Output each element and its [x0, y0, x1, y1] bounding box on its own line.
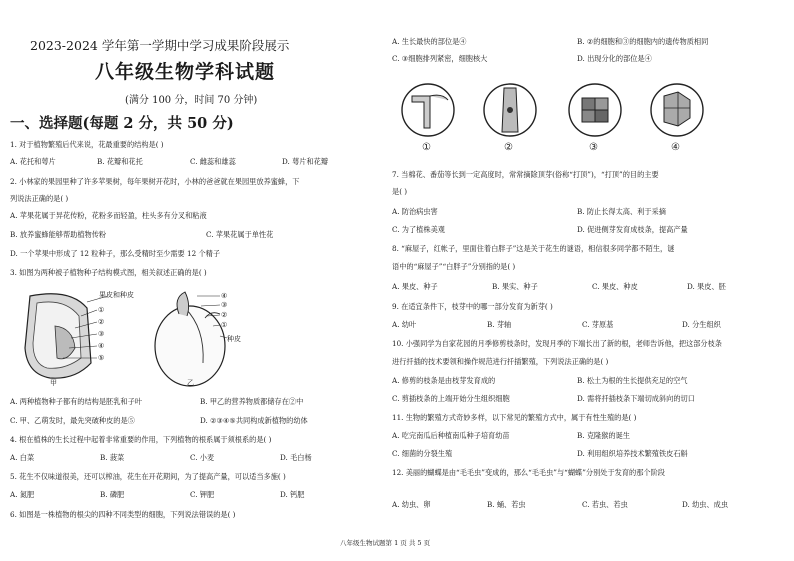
label-num-3: ③ — [98, 330, 105, 338]
q12-option-b: B. 蛹、若虫 — [487, 500, 526, 509]
q7-stem-line1: 7. 当棉花、番茄等长到一定高度时，常常摘除顶芽(俗称“打顶”)，“打顶”的目的主要 — [392, 170, 659, 179]
q8-stem-line2: 语中的“麻屋子”“白胖子”分别指的是( ) — [392, 262, 516, 271]
q6-option-d: D. 出现分化的部位是④ — [577, 54, 652, 63]
seed-diagram — [15, 288, 335, 388]
q9-option-b: B. 芽轴 — [487, 320, 512, 329]
q3-stem: 3. 如图为两种被子植物种子结构模式图，相关叙述正确的是( ) — [10, 268, 207, 277]
q1-option-c: C. 雌蕊和雄蕊 — [190, 157, 236, 166]
q2-option-b: B. 放养蜜蜂能够帮助植物传粉 — [10, 230, 107, 239]
q4-option-d: D. 毛白杨 — [280, 453, 312, 462]
q7-stem-line2: 是( ) — [392, 187, 408, 196]
label-num-r4: ④ — [221, 292, 228, 300]
q11-option-d: D. 利用组织培养技术繁殖铁皮石斛 — [577, 449, 688, 458]
section-heading: 一、选择题(每题 2 分，共 50 分) — [10, 115, 234, 132]
root-cells-figure — [400, 78, 730, 160]
q8-option-d: D. 果皮、胚 — [687, 282, 726, 291]
q7-option-c: C. 为了植株美观 — [392, 225, 445, 234]
q10-option-c: C. 剪插枝条的上端开始分生组织细胞 — [392, 394, 510, 403]
cell-num-4: ④ — [671, 142, 680, 153]
q4-option-a: A. 白菜 — [10, 453, 35, 462]
q8-option-c: C. 果皮、种皮 — [592, 282, 638, 291]
q9-option-d: D. 分生组织 — [682, 320, 721, 329]
label-num-r1: ① — [221, 321, 228, 329]
q10-stem-line2: 进行扦插的技术要领和操作规范进行扦插繁殖，下列说法正确的是( ) — [392, 357, 609, 366]
q5-option-d: D. 钙肥 — [280, 490, 305, 499]
cell-num-1: ① — [422, 142, 431, 153]
q11-stem: 11. 生物的繁殖方式奇妙多样，以下常见的繁殖方式中，属于有性生殖的是( ) — [392, 413, 637, 422]
q1-stem: 1. 对于植物繁殖后代来说，花最重要的结构是( ) — [10, 140, 164, 149]
q11-option-b: B. 克隆猴的诞生 — [577, 431, 630, 440]
q10-option-b: B. 松土为根的生长提供充足的空气 — [577, 376, 688, 385]
q11-option-a: A. 吃完南瓜后种植南瓜种子培育幼苗 — [392, 431, 510, 440]
q10-option-a: A. 修剪的枝条是由枝芽发育成的 — [392, 376, 496, 385]
q2-option-a: A. 苹果花属于异花传粉，花粉多而轻盈，柱头多有分叉和粘液 — [10, 211, 207, 220]
q4-option-b: B. 菠菜 — [100, 453, 125, 462]
q7-option-d: D. 促进侧芽发育成枝条，提高产量 — [577, 225, 688, 234]
q6-option-c: C. ③细胞排列紧密，细胞核大 — [392, 54, 488, 63]
label-seedcoat: 种皮 — [227, 335, 241, 343]
q5-option-a: A. 氮肥 — [10, 490, 35, 499]
q11-option-c: C. 细菌的分裂生殖 — [392, 449, 453, 458]
q3-option-d: D. ②③④⑤共同构成新植物的幼体 — [200, 416, 308, 425]
q4-option-c: C. 小麦 — [190, 453, 215, 462]
q2-option-d: D. 一个苹果中形成了 12 粒种子，那么受精时至少需要 12 个精子 — [10, 249, 221, 258]
cell-num-2: ② — [504, 142, 513, 153]
label-num-2: ② — [98, 318, 105, 326]
q1-option-d: D. 萼片和花瓣 — [282, 157, 329, 166]
q6-option-b: B. ②的细胞和③的细胞内的遗传物质相同 — [577, 37, 709, 46]
q9-option-c: C. 芽原基 — [582, 320, 614, 329]
label-num-5: ⑤ — [98, 354, 105, 362]
q4-stem: 4. 根在植株的生长过程中起着非常重要的作用，下列植物的根系属于须根系的是( ) — [10, 435, 272, 444]
q6-option-a: A. 生长最快的部位是④ — [392, 37, 467, 46]
cell-num-3: ③ — [589, 142, 598, 153]
q12-stem: 12. 美丽的蝴蝶是由“毛毛虫”变成的，那么“毛毛虫”与“蝴蝶”分别处于发育的那个阶段 — [392, 468, 665, 477]
q3-option-a: A. 两种植物种子都有的结构是胚乳和子叶 — [10, 397, 142, 406]
q9-stem: 9. 在适宜条件下，枝芽中的哪一部分发育为新芽( ) — [392, 302, 553, 311]
exam-score-time: (满分 100 分，时间 70 分钟) — [125, 95, 258, 106]
q12-option-d: D. 幼虫、成虫 — [682, 500, 729, 509]
q9-option-a: A. 幼叶 — [392, 320, 417, 329]
q12-option-a: A. 幼虫、卵 — [392, 500, 431, 509]
q2-stem-line1: 2. 小林家的果园里种了许多苹果树，每年果树开花时，小林的爸爸就在果园里放养蜜蜂，下 — [10, 177, 300, 186]
exam-term-title: 2023-2024 学年第一学期中学习成果阶段展示 — [30, 38, 290, 53]
q10-stem-line1: 10. 小强同学为自家花园的月季修剪枝条时，发现月季的下端长出了新的根，老师告诉他，把这部分枝条 — [392, 339, 722, 348]
q3-option-b: B. 甲乙的营养物质都储存在②中 — [200, 397, 304, 406]
q1-option-b: B. 花瓣和花托 — [97, 157, 143, 166]
q2-stem-line2: 列说法正确的是( ) — [10, 194, 69, 203]
label-pericarp-seedcoat: 果皮和种皮 — [99, 291, 134, 299]
q5-stem: 5. 花生不仅味道很美，还可以榨油，花生在开花期间，为了提高产量，可以适当多施( ) — [10, 472, 286, 481]
q7-option-b: B. 防止长得太高、利于采摘 — [577, 207, 666, 216]
q5-option-b: B. 磷肥 — [100, 490, 125, 499]
q1-option-a: A. 花托和萼片 — [10, 157, 56, 166]
q8-option-a: A. 果皮、种子 — [392, 282, 438, 291]
exam-subject-title: 八年级生物学科试题 — [95, 61, 276, 83]
q5-option-c: C. 钾肥 — [190, 490, 215, 499]
label-num-r2: ② — [221, 311, 228, 319]
seed-structure-figure — [15, 288, 335, 388]
page-footer: 八年级生物试题第 1 页 共 5 页 — [340, 539, 431, 547]
q6-stem: 6. 如图是一株植物的根尖的四种不同类型的细胞，下列说法错误的是( ) — [10, 510, 236, 519]
label-num-r3: ③ — [221, 301, 228, 309]
label-seed-jia: 甲 — [50, 379, 57, 387]
root-cells-diagram — [400, 78, 730, 160]
q8-option-b: B. 果实、种子 — [492, 282, 538, 291]
q3-option-c: C. 甲、乙萌发时，最先突破种皮的是⑤ — [10, 416, 135, 425]
q7-option-a: A. 防治病虫害 — [392, 207, 438, 216]
q10-option-d: D. 需将扦插枝条下端切成斜向的切口 — [577, 394, 695, 403]
label-num-1: ① — [98, 306, 105, 314]
label-seed-yi: 乙 — [187, 379, 194, 387]
label-num-4: ④ — [98, 342, 105, 350]
q12-option-c: C. 若虫、若虫 — [582, 500, 628, 509]
q2-option-c: C. 苹果花属于单性花 — [206, 230, 274, 239]
q8-stem-line1: 8. “麻屋子，红帐子，里面住着白胖子”这是关于花生的谜语，相信很多同学都不陌生，谜 — [392, 244, 675, 253]
